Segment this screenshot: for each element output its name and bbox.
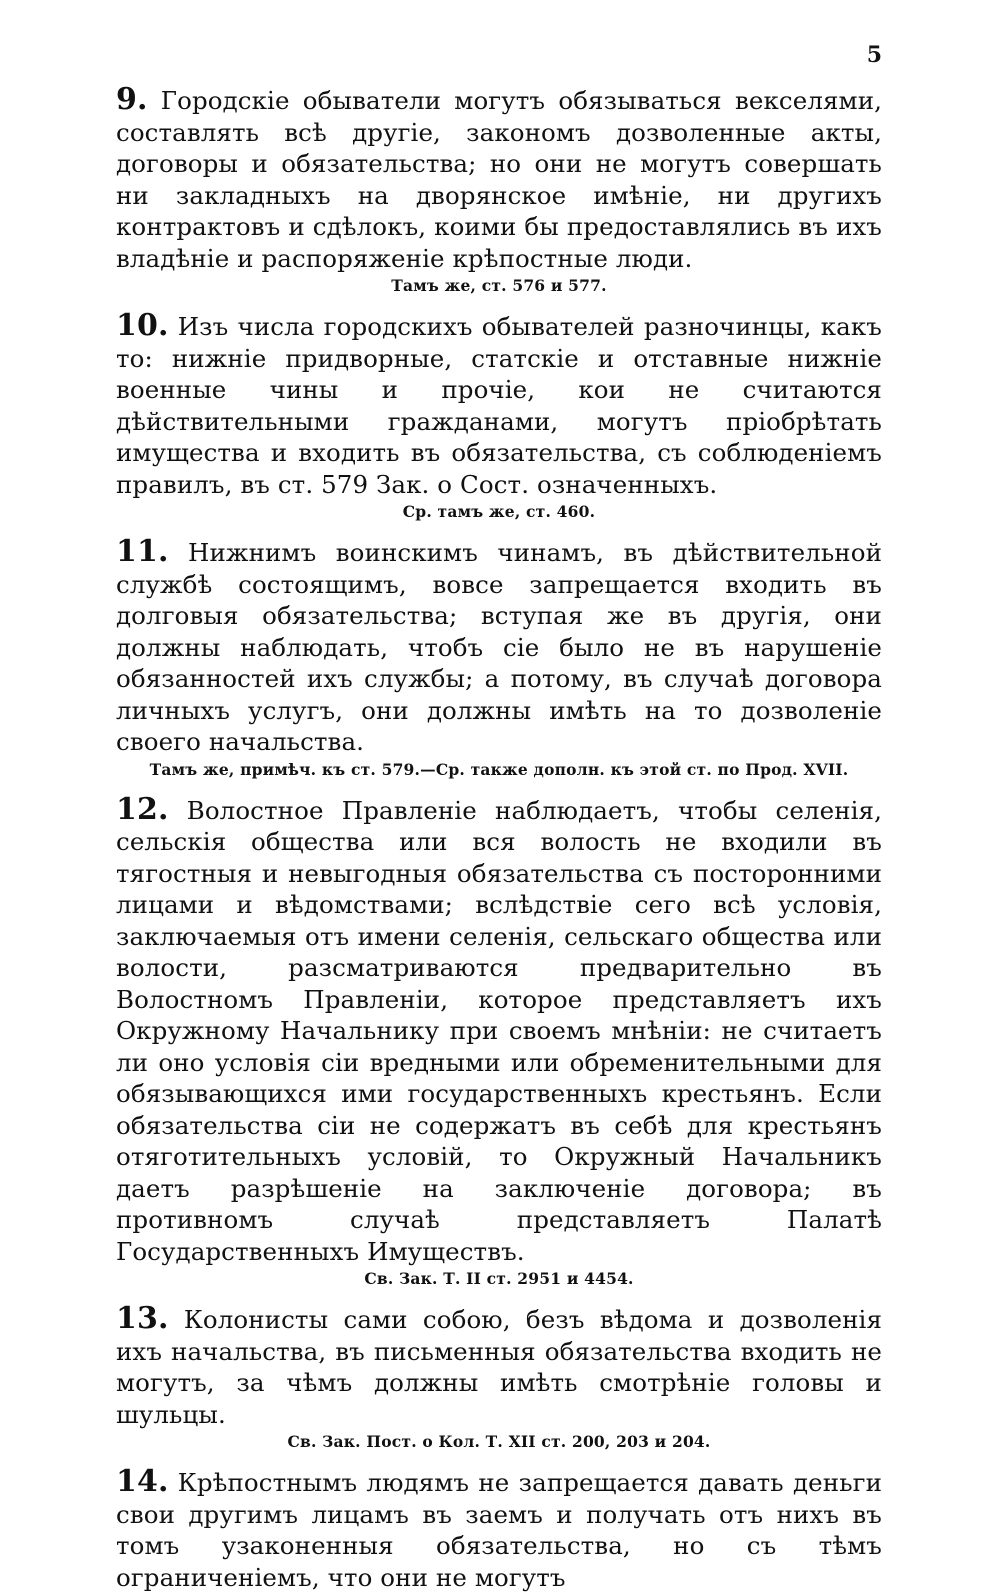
article-text: Волостное Правленіе наблюдаетъ, чтобы селенія, сельскія общества или вся волость не входили въ тягостныя и невыгодныя обязательства съ посторонними лицами и вѣдомствами; вслѣдствіе сего всѣ условія, заключаемыя отъ имени селенія, сельскаго общества или волости, разсматриваются предварительно въ Волостномъ Правленіи, которое представляетъ ихъ Окружному Начальнику при своемъ мнѣніи: не считаетъ ли оно условія сіи вредными или обременительными для обязывающихся ими государственныхъ крестьянъ. Если обязательства сіи не содержатъ въ себѣ для крестьянъ отяготительныхъ условій, то Окружный Начальникъ даетъ разрѣшеніе на заключеніе договора; въ противномъ случаѣ представляетъ Палатѣ Государственныхъ Имуществъ. xyxy=(116,795,882,1266)
article-citation: Св. Зак. Т. II ст. 2951 и 4454. xyxy=(364,1269,634,1288)
document-body xyxy=(116,84,882,1593)
article-number: 11. xyxy=(116,534,169,569)
page-number: 5 xyxy=(866,42,882,68)
article-14 xyxy=(116,1466,882,1593)
article-12 xyxy=(116,791,882,1268)
article-citation: Св. Зак. Пост. о Кол. Т. XII ст. 200, 203 и 204. xyxy=(287,1432,711,1451)
article-13 xyxy=(116,1303,882,1430)
article-citation: Тамъ же, ст. 576 и 577. xyxy=(391,276,607,295)
article-11 xyxy=(116,536,882,758)
article-number: 12. xyxy=(116,791,169,827)
article-citation: Тамъ же, примѣч. къ ст. 579.—Ср. также дополн. къ этой ст. по Прод. XVII. xyxy=(149,759,849,779)
article-text: Городскіе обыватели могутъ обязываться векселями, составлять всѣ другіе, закономъ дозволенные акты, договоры и обязательства; но они не могутъ совершать ни закладныхъ на дворянское имѣніе, ни другихъ контрактовъ и сдѣлокъ, коими бы предоставлялись въ ихъ владѣніе и распоряженіе крѣпостные люди. xyxy=(116,86,883,273)
article-number: 9. xyxy=(116,82,148,117)
article-number: 13. xyxy=(116,1301,169,1336)
article-number: 14. xyxy=(116,1464,169,1499)
article-10 xyxy=(116,310,882,500)
article-text: Изъ числа городскихъ обывателей разночинцы, какъ то: нижніе придворные, статскіе и отставные нижніе военные чины и прочіе, кои не считаются дѣйствительными гражданами, могутъ пріобрѣтать имущества и входить въ обязательства, съ соблюденіемъ правилъ, въ ст. 579 Зак. о Сост. означенныхъ. xyxy=(116,312,882,499)
article-text: Колонисты сами собою, безъ вѣдома и дозволенія ихъ начальства, въ письменныя обязательства входить не могутъ, за чѣмъ должны имѣть смотрѣніе головы и шульцы. xyxy=(116,1305,882,1429)
article-text: Нижнимъ воинскимъ чинамъ, въ дѣйствительной службѣ состоящимъ, вовсе запрещается входить въ долговыя обязательства; вступая же въ другія, они должны наблюдать, чтобъ сіе было не въ нарушеніе обязанностей ихъ службы; а потому, въ случаѣ договора личныхъ услугъ, они должны имѣть на то дозволеніе своего начальства. xyxy=(116,538,882,756)
article-9 xyxy=(116,84,882,274)
article-number: 10. xyxy=(116,308,169,343)
article-citation: Ср. тамъ же, ст. 460. xyxy=(402,502,596,521)
article-text: Крѣпостнымъ людямъ не запрещается давать деньги свои другимъ лицамъ въ заемъ и получать отъ нихъ въ томъ узаконенныя обязательства, но съ тѣмъ ограниченіемъ, что они не могутъ xyxy=(116,1468,882,1592)
